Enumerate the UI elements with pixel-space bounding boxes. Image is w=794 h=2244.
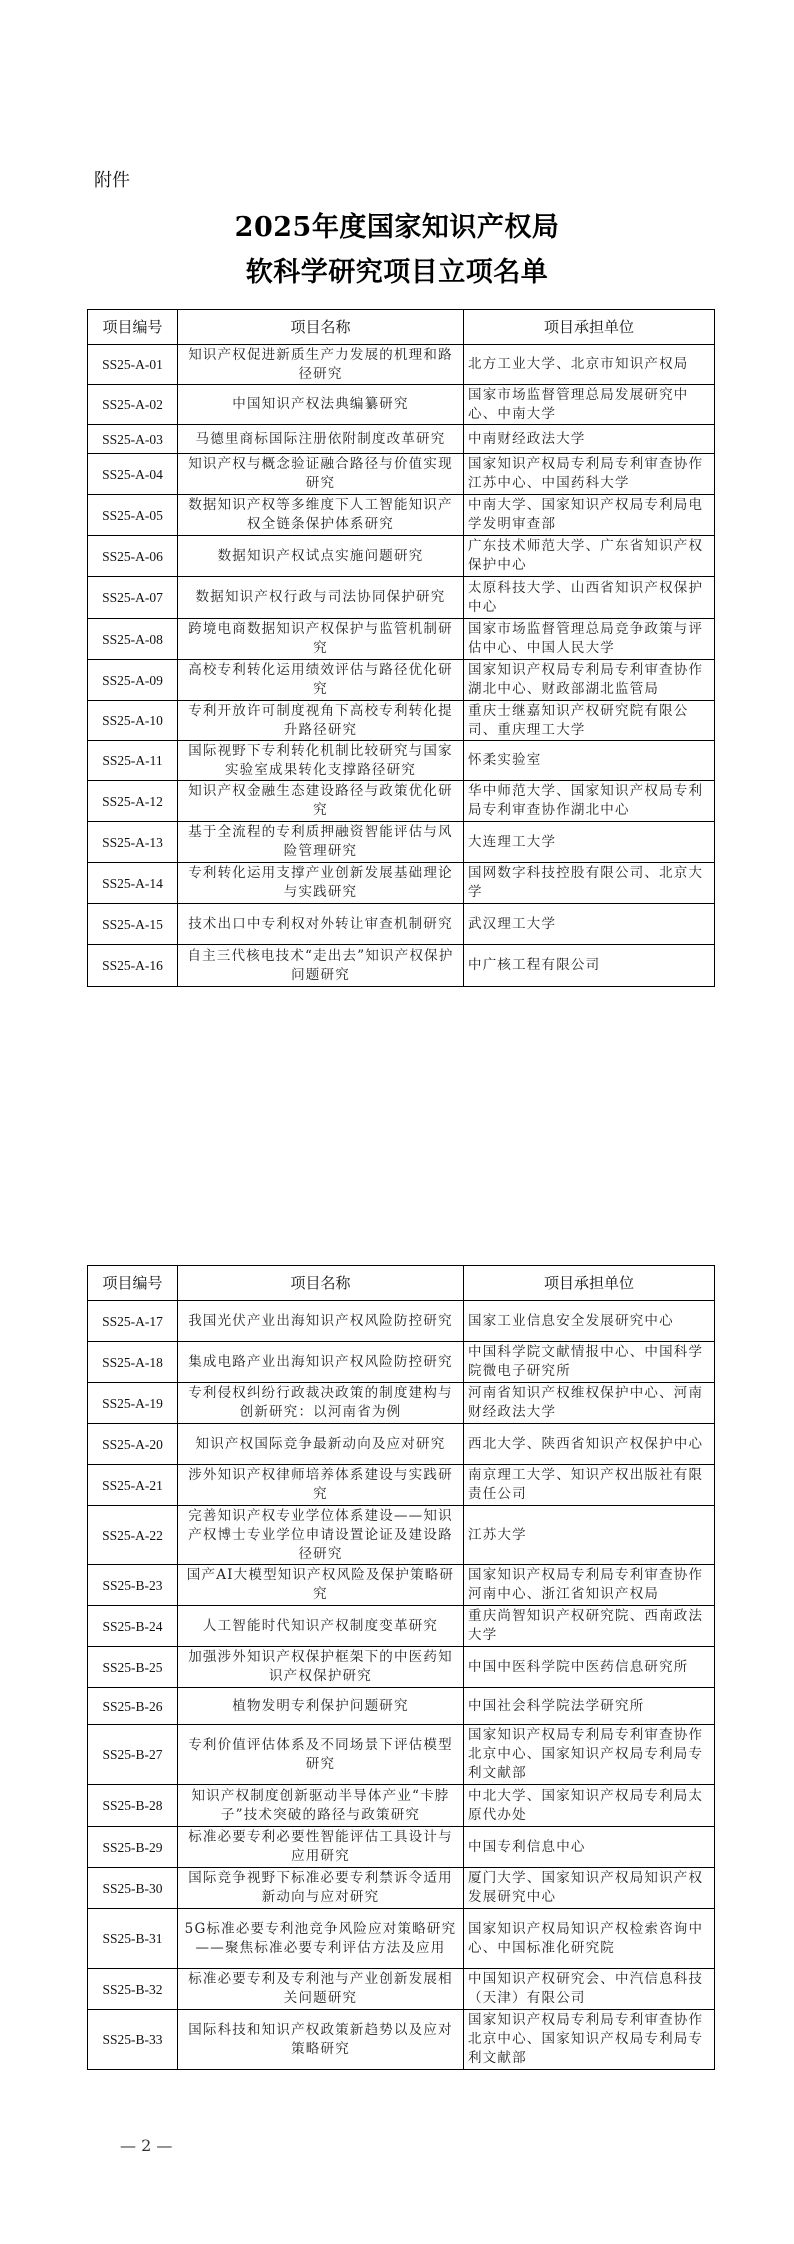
table-row (88, 495, 715, 536)
project-name-cell: 专利侵权纠纷行政裁决政策的制度建构与创新研究：以河南省为例 (178, 1383, 464, 1424)
project-unit-cell: 北方工业大学、北京市知识产权局 (464, 345, 715, 385)
project-unit-cell: 河南省知识产权维权保护中心、河南财经政法大学 (464, 1383, 715, 1424)
table-row (88, 536, 715, 577)
project-name-cell: 数据知识产权行政与司法协同保护研究 (178, 577, 464, 619)
project-name-cell: 高校专利转化运用绩效评估与路径优化研究 (178, 660, 464, 701)
table-row (88, 741, 715, 781)
project-unit-cell: 国家知识产权局专利局专利审查协作河南中心、浙江省知识产权局 (464, 1565, 715, 1606)
table-row (88, 619, 715, 660)
column-header-name: 项目名称 (178, 1266, 464, 1301)
project-unit-cell: 西北大学、陕西省知识产权保护中心 (464, 1424, 715, 1465)
project-unit-cell: 广东技术师范大学、广东省知识产权保护中心 (464, 536, 715, 577)
project-code-cell: SS25-B-23 (88, 1565, 178, 1606)
project-code-cell: SS25-B-26 (88, 1688, 178, 1725)
project-name-cell: 专利开放许可制度视角下高校专利转化提升路径研究 (178, 701, 464, 741)
project-unit-cell: 中北大学、国家知识产权局专利局太原代办处 (464, 1785, 715, 1827)
project-unit-cell: 中国社会科学院法学研究所 (464, 1688, 715, 1725)
document-title-line-2: 软科学研究项目立项名单 (245, 257, 549, 288)
project-code-cell: SS25-A-02 (88, 385, 178, 425)
table-row (88, 660, 715, 701)
project-unit-cell: 武汉理工大学 (464, 904, 715, 945)
project-unit-cell: 国家知识产权局专利局专利审查协作北京中心、国家知识产权局专利局专利文献部 (464, 2010, 715, 2070)
project-name-cell: 标准必要专利必要性智能评估工具设计与应用研究 (178, 1827, 464, 1868)
project-unit-cell: 国家知识产权局专利局专利审查协作湖北中心、财政部湖北监管局 (464, 660, 715, 701)
project-unit-cell: 国家知识产权局专利局专利审查协作北京中心、国家知识产权局专利局专利文献部 (464, 1725, 715, 1785)
project-unit-cell: 国家市场监督管理总局发展研究中心、中南大学 (464, 385, 715, 425)
column-header-code: 项目编号 (88, 310, 178, 345)
table-row (88, 1606, 715, 1647)
project-code-cell: SS25-A-12 (88, 781, 178, 822)
project-code-cell: SS25-A-20 (88, 1424, 178, 1465)
project-unit-cell: 太原科技大学、山西省知识产权保护中心 (464, 577, 715, 619)
project-code-cell: SS25-A-13 (88, 822, 178, 863)
project-name-cell: 中国知识产权法典编纂研究 (178, 385, 464, 425)
table-row (88, 1785, 715, 1827)
project-code-cell: SS25-A-21 (88, 1465, 178, 1506)
project-unit-cell: 华中师范大学、国家知识产权局专利局专利审查协作湖北中心 (464, 781, 715, 822)
project-name-cell: 跨境电商数据知识产权保护与监管机制研究 (178, 619, 464, 660)
project-name-cell: 知识产权制度创新驱动半导体产业“卡脖子”技术突破的路径与政策研究 (178, 1785, 464, 1827)
project-unit-cell: 大连理工大学 (464, 822, 715, 863)
table-row (88, 425, 715, 454)
project-list-table-1 (87, 309, 715, 987)
project-unit-cell: 怀柔实验室 (464, 741, 715, 781)
table-row (88, 1647, 715, 1688)
project-code-cell: SS25-A-11 (88, 741, 178, 781)
document-title-line-1: 2025年度国家知识产权局 (234, 212, 560, 243)
project-name-cell: 马德里商标国际注册依附制度改革研究 (178, 425, 464, 454)
project-name-cell: 完善知识产权专业学位体系建设——知识产权博士专业学位申请设置论证及建设路径研究 (178, 1506, 464, 1565)
project-code-cell: SS25-A-10 (88, 701, 178, 741)
table-row (88, 1342, 715, 1383)
project-code-cell: SS25-A-01 (88, 345, 178, 385)
project-name-cell: 专利转化运用支撑产业创新发展基础理论与实践研究 (178, 863, 464, 904)
project-unit-cell: 国家市场监督管理总局竞争政策与评估中心、中国人民大学 (464, 619, 715, 660)
project-code-cell: SS25-A-07 (88, 577, 178, 619)
table-header-row (88, 310, 715, 345)
project-unit-cell: 厦门大学、国家知识产权局知识产权发展研究中心 (464, 1868, 715, 1909)
table-row (88, 345, 715, 385)
project-name-cell: 集成电路产业出海知识产权风险防控研究 (178, 1342, 464, 1383)
table-row (88, 904, 715, 945)
project-unit-cell: 重庆尚智知识产权研究院、西南政法大学 (464, 1606, 715, 1647)
table-row (88, 1383, 715, 1424)
project-code-cell: SS25-A-15 (88, 904, 178, 945)
project-unit-cell: 江苏大学 (464, 1506, 715, 1565)
project-unit-cell: 中南财经政法大学 (464, 425, 715, 454)
table-row (88, 454, 715, 495)
table-row (88, 1565, 715, 1606)
table-row (88, 1465, 715, 1506)
project-name-cell: 加强涉外知识产权保护框架下的中医药知识产权保护研究 (178, 1647, 464, 1688)
project-unit-cell: 国家知识产权局知识产权检索咨询中心、中国标准化研究院 (464, 1909, 715, 1969)
project-code-cell: SS25-A-14 (88, 863, 178, 904)
project-name-cell: 基于全流程的专利质押融资智能评估与风险管理研究 (178, 822, 464, 863)
column-header-name: 项目名称 (178, 310, 464, 345)
project-name-cell: 数据知识产权等多维度下人工智能知识产权全链条保护体系研究 (178, 495, 464, 536)
project-name-cell: 专利价值评估体系及不同场景下评估模型研究 (178, 1725, 464, 1785)
project-name-cell: 技术出口中专利权对外转让审查机制研究 (178, 904, 464, 945)
project-code-cell: SS25-A-03 (88, 425, 178, 454)
project-unit-cell: 中国知识产权研究会、中汽信息科技（天津）有限公司 (464, 1969, 715, 2010)
project-unit-cell: 中国专利信息中心 (464, 1827, 715, 1868)
project-unit-cell: 中广核工程有限公司 (464, 945, 715, 987)
project-name-cell: 标准必要专利及专利池与产业创新发展相关问题研究 (178, 1969, 464, 2010)
project-code-cell: SS25-B-32 (88, 1969, 178, 2010)
project-name-cell: 数据知识产权试点实施问题研究 (178, 536, 464, 577)
project-unit-cell: 中南大学、国家知识产权局专利局电学发明审查部 (464, 495, 715, 536)
project-name-cell: 国际视野下专利转化机制比较研究与国家实验室成果转化支撑路径研究 (178, 741, 464, 781)
project-code-cell: SS25-B-25 (88, 1647, 178, 1688)
project-name-cell: 植物发明专利保护问题研究 (178, 1688, 464, 1725)
project-name-cell: 知识产权与概念验证融合路径与价值实现研究 (178, 454, 464, 495)
table-row (88, 1725, 715, 1785)
project-name-cell: 我国光伏产业出海知识产权风险防控研究 (178, 1301, 464, 1342)
project-code-cell: SS25-A-09 (88, 660, 178, 701)
project-code-cell: SS25-B-30 (88, 1868, 178, 1909)
project-unit-cell: 国网数字科技控股有限公司、北京大学 (464, 863, 715, 904)
table-row (88, 1506, 715, 1565)
table-row (88, 577, 715, 619)
project-unit-cell: 国家工业信息安全发展研究中心 (464, 1301, 715, 1342)
project-code-cell: SS25-A-08 (88, 619, 178, 660)
project-code-cell: SS25-A-18 (88, 1342, 178, 1383)
project-code-cell: SS25-A-16 (88, 945, 178, 987)
table-row (88, 701, 715, 741)
column-header-unit: 项目承担单位 (464, 1266, 715, 1301)
column-header-code: 项目编号 (88, 1266, 178, 1301)
project-unit-cell: 南京理工大学、知识产权出版社有限责任公司 (464, 1465, 715, 1506)
table-row (88, 1909, 715, 1969)
table-row (88, 822, 715, 863)
project-name-cell: 国际竞争视野下标准必要专利禁诉令适用新动向与应对研究 (178, 1868, 464, 1909)
project-name-cell: 涉外知识产权律师培养体系建设与实践研究 (178, 1465, 464, 1506)
project-name-cell: 人工智能时代知识产权制度变革研究 (178, 1606, 464, 1647)
project-unit-cell: 中国中医科学院中医药信息研究所 (464, 1647, 715, 1688)
project-name-cell: 知识产权金融生态建设路径与政策优化研究 (178, 781, 464, 822)
project-code-cell: SS25-A-17 (88, 1301, 178, 1342)
table-row (88, 1868, 715, 1909)
project-code-cell: SS25-B-24 (88, 1606, 178, 1647)
column-header-unit: 项目承担单位 (464, 310, 715, 345)
project-unit-cell: 重庆士继嘉知识产权研究院有限公司、重庆理工大学 (464, 701, 715, 741)
table-row (88, 781, 715, 822)
table-row (88, 2010, 715, 2070)
project-code-cell: SS25-A-05 (88, 495, 178, 536)
project-name-cell: 知识产权国际竞争最新动向及应对研究 (178, 1424, 464, 1465)
table-row (88, 1827, 715, 1868)
project-name-cell: 自主三代核电技术“走出去”知识产权保护问题研究 (178, 945, 464, 987)
project-name-cell: 知识产权促进新质生产力发展的机理和路径研究 (178, 345, 464, 385)
table-row (88, 385, 715, 425)
project-unit-cell: 国家知识产权局专利局专利审查协作江苏中心、中国药科大学 (464, 454, 715, 495)
project-code-cell: SS25-B-28 (88, 1785, 178, 1827)
table-row (88, 1688, 715, 1725)
table-row (88, 1301, 715, 1342)
project-code-cell: SS25-B-31 (88, 1909, 178, 1969)
project-unit-cell: 中国科学院文献情报中心、中国科学院微电子研究所 (464, 1342, 715, 1383)
project-code-cell: SS25-A-22 (88, 1506, 178, 1565)
project-code-cell: SS25-A-19 (88, 1383, 178, 1424)
page-number: — 2 — (120, 2136, 173, 2155)
table-row (88, 863, 715, 904)
project-code-cell: SS25-B-29 (88, 1827, 178, 1868)
project-code-cell: SS25-B-27 (88, 1725, 178, 1785)
table-row (88, 945, 715, 987)
project-list-table-2 (87, 1265, 715, 2070)
attachment-label: 附件 (94, 170, 130, 191)
table-row (88, 1969, 715, 2010)
project-code-cell: SS25-B-33 (88, 2010, 178, 2070)
table-row (88, 1424, 715, 1465)
project-code-cell: SS25-A-04 (88, 454, 178, 495)
project-name-cell: 国际科技和知识产权政策新趋势以及应对策略研究 (178, 2010, 464, 2070)
table-header-row (88, 1266, 715, 1301)
project-code-cell: SS25-A-06 (88, 536, 178, 577)
project-name-cell: 5G标准必要专利池竞争风险应对策略研究——聚焦标准必要专利评估方法及应用 (178, 1909, 464, 1969)
project-name-cell: 国产AI大模型知识产权风险及保护策略研究 (178, 1565, 464, 1606)
